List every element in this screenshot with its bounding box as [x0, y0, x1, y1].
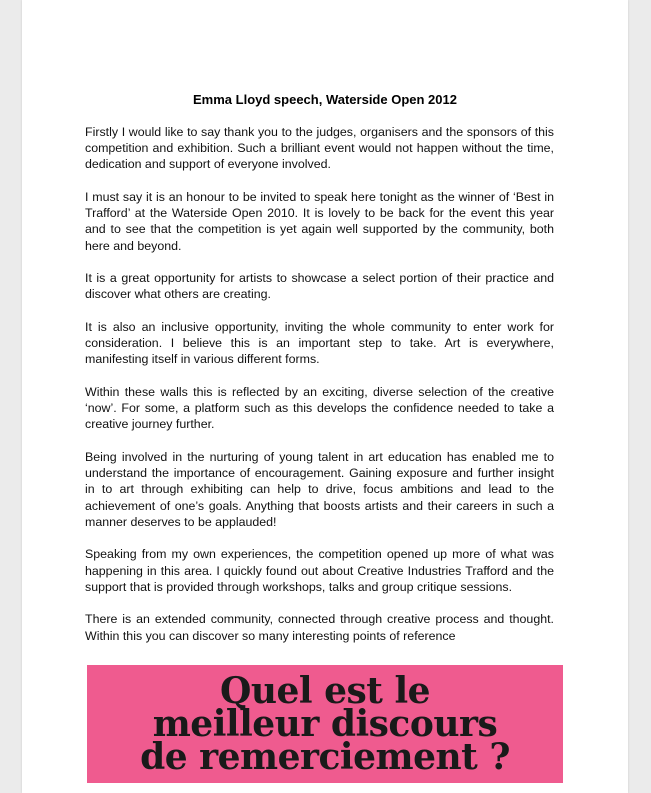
paragraph: Firstly I would like to say thank you to the judges, organisers and the sponsors of this competition and exhibition. Such a brilliant event would not happen without the time, dedication and support of everyone involved.: [85, 125, 554, 172]
paragraph: It is also an inclusive opportunity, inviting the whole community to enter work for consideration. I believe this is an important step to take. Art is everywhere, manifesting itself in various different forms.: [85, 320, 554, 367]
paragraph: Being involved in the nurturing of young talent in art education has enabled me to understand the importance of encouragement. Gaining exposure and further insight in to art through exhibiting can help to drive, focus ambitions and lead to the achievement of one’s goals. Anything that boosts artists and their careers in such a manner deserves to be applauded!: [85, 450, 554, 529]
headline-banner: [87, 665, 563, 783]
banner-line: Quel est le: [219, 669, 431, 712]
paragraph: It is a great opportunity for artists to showcase a select portion of their practice and discover what others are creating.: [85, 271, 554, 302]
paragraph: There is an extended community, connected through creative process and thought. Within this you can discover so many interesting points of reference: [85, 612, 554, 643]
banner-line: meilleur discours: [152, 702, 498, 745]
paragraph: Speaking from my own experiences, the competition opened up more of what was happening in this area. I quickly found out about Creative Industries Trafford and the support that is provided through workshops, talks and group critique sessions.: [85, 547, 554, 594]
paragraph: I must say it is an honour to be invited to speak here tonight as the winner of ‘Best in Trafford’ at the Waterside Open 2010. It is lovely to be back for the event this year and to see that the competition is yet again well supported by the community, both here and beyond.: [85, 190, 554, 253]
document-title: Emma Lloyd speech, Waterside Open 2012: [193, 92, 457, 107]
document-body: [85, 124, 554, 660]
banner-line: de remerciement ?: [140, 735, 510, 778]
paragraph: Within these walls this is reflected by an exciting, diverse selection of the creative ‘now’. For some, a platform such as this develops the confidence needed to take a creative journey further.: [85, 385, 554, 432]
